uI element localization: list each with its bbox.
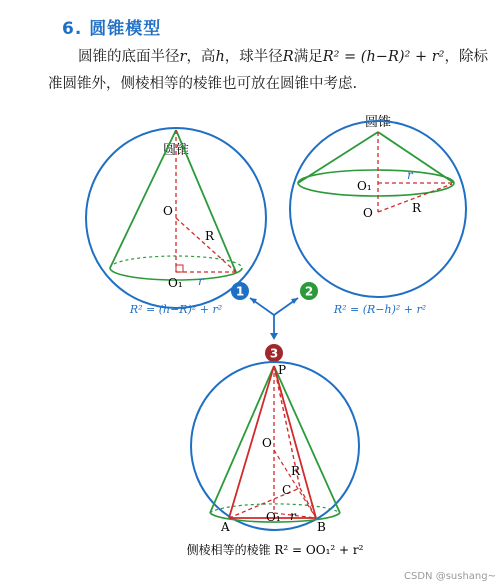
right-angle-mark	[176, 265, 183, 272]
var-r: r	[179, 49, 187, 65]
label-O: O	[363, 206, 373, 220]
paragraph-text: ，球半径	[224, 49, 283, 65]
watermark: CSDN @sushang~	[404, 571, 496, 582]
cone-side-left	[298, 132, 378, 183]
sphere-formula: R² = (h−R)² + r²	[322, 49, 445, 65]
label-P: P	[278, 363, 287, 377]
paragraph-text: ，除标准圆锥外，侧棱相等的棱锥也可放在圆锥中考虑.	[48, 49, 488, 92]
cone-side-right	[378, 132, 454, 183]
figure-1-formula: R² = (h−R)² + r²	[129, 303, 223, 316]
label-O1: O₁	[266, 510, 281, 524]
label-R: R	[291, 464, 301, 478]
label-O1: O₁	[357, 179, 372, 193]
section-number: 6.	[62, 19, 83, 39]
var-h: h	[215, 49, 225, 65]
figure-2-flat-cone	[290, 114, 466, 316]
label-O: O	[262, 436, 272, 450]
figure-3-caption: 侧棱相等的棱锥 R² = OO₁² + r²	[186, 543, 364, 557]
edge-CB	[300, 488, 316, 518]
edge-PB	[274, 366, 316, 518]
label-r: r	[290, 509, 296, 523]
label-R: R	[412, 201, 422, 215]
label-R: R	[205, 229, 215, 243]
badge-3-text: 3	[269, 346, 279, 361]
cone-side-right	[176, 130, 236, 272]
figure-2-title: 圆锥	[364, 115, 392, 130]
label-r: r	[198, 274, 204, 288]
branch-connector	[231, 282, 318, 362]
label-C: C	[282, 483, 292, 497]
var-R: R	[282, 49, 294, 65]
paragraph-text: 满足	[293, 49, 323, 65]
section-title: 圆锥模型	[89, 19, 162, 39]
badge-2-text: 2	[304, 284, 314, 299]
label-B: B	[317, 520, 326, 534]
sphere-radius	[176, 218, 236, 272]
arrowhead-3	[270, 333, 278, 340]
paragraph-text: 圆锥的底面半径	[78, 49, 180, 65]
cone-side-left	[110, 130, 176, 268]
label-A: A	[221, 520, 230, 534]
label-O1: O₁	[168, 276, 183, 290]
circumscribed-sphere-3	[191, 362, 359, 530]
badge-1-text: 1	[235, 284, 245, 299]
figure-3-equal-edge-pyramid	[187, 362, 364, 557]
sphere-radius	[274, 450, 316, 518]
figure-2-formula: R² = (R−h)² + r²	[333, 303, 427, 316]
label-O: O	[163, 204, 173, 218]
paragraph-text: ，高	[186, 49, 216, 65]
label-r: r	[407, 168, 413, 182]
figure-1-title: 圆锥	[162, 143, 190, 158]
